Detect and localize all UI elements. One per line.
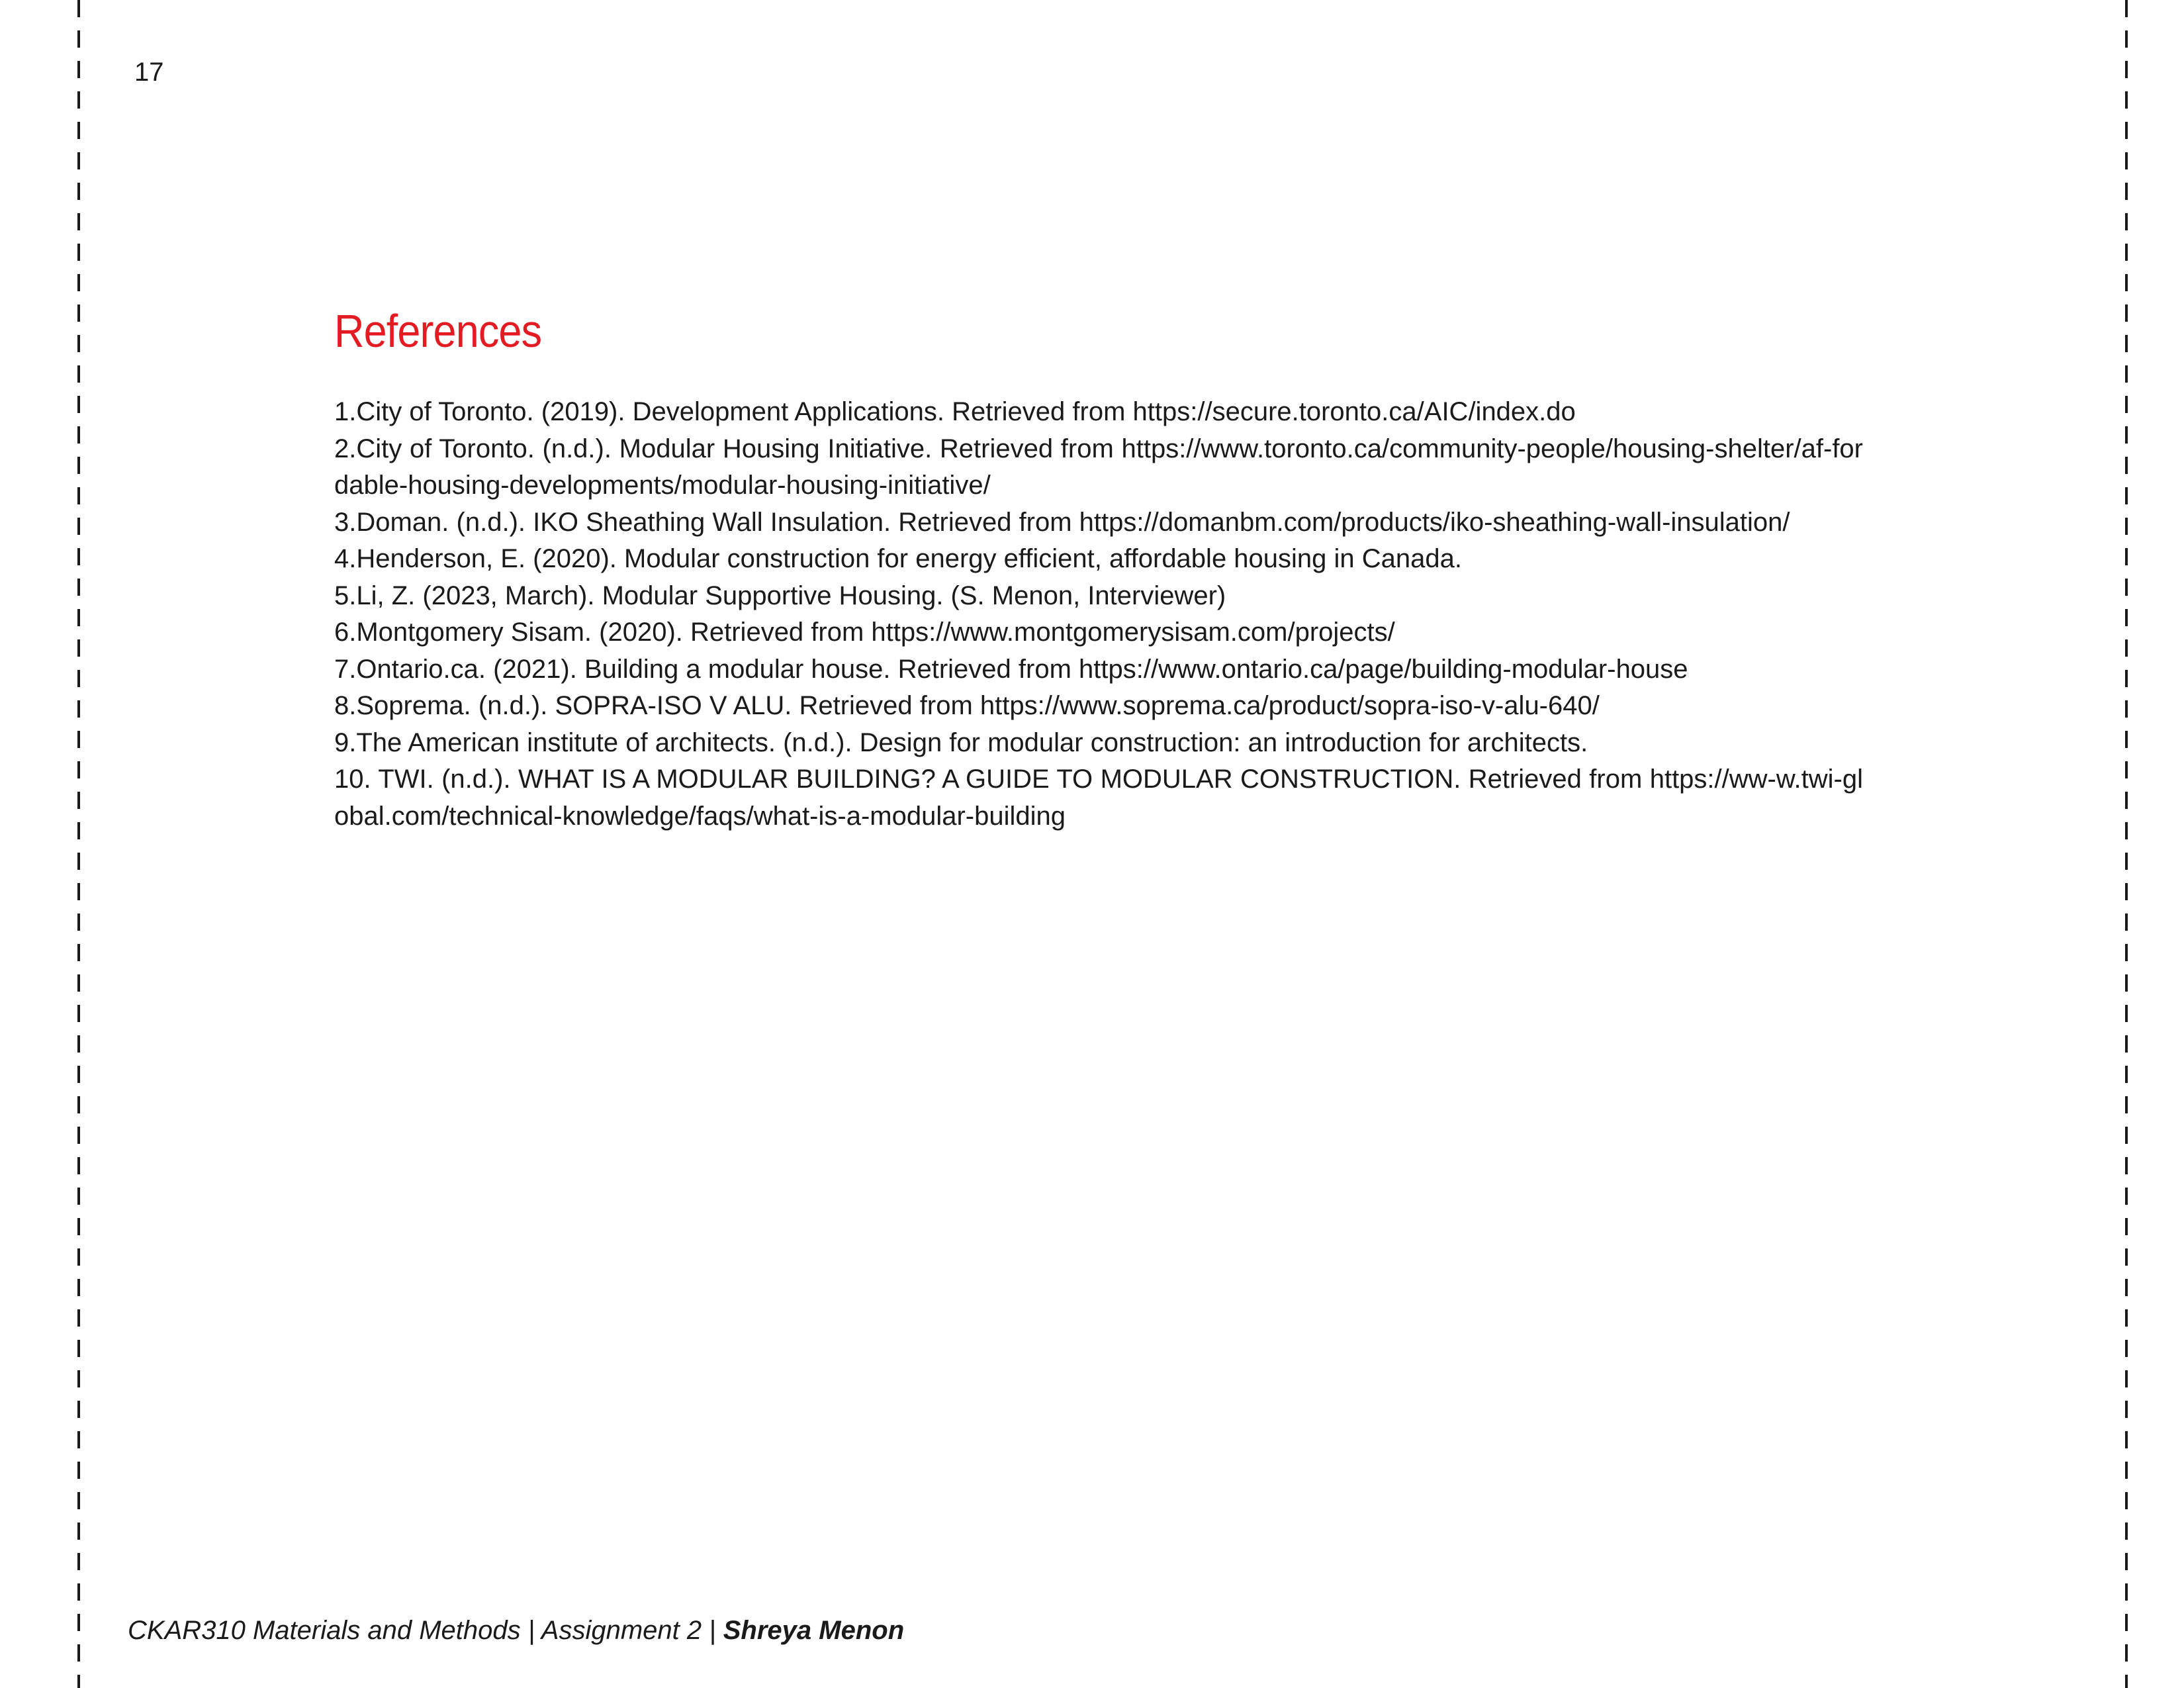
page-footer [128, 1614, 904, 1647]
references-section [334, 301, 1863, 835]
reference-text: Montgomery Sisam. (2020). Retrieved from https://www.montgomerysisam.com/projects/ [356, 618, 1395, 647]
reference-text: Li, Z. (2023, March). Modular Supportive Housing. (S. Menon, Interviewer) [356, 581, 1226, 610]
reference-item [334, 431, 1863, 504]
right-dashed-border [2125, 0, 2128, 1688]
reference-item [334, 761, 1863, 835]
reference-item [334, 688, 1863, 725]
reference-item [334, 651, 1863, 688]
reference-item [334, 394, 1863, 431]
reference-number: 1. [334, 397, 357, 426]
reference-list [334, 394, 1863, 835]
reference-number: 9. [334, 727, 357, 757]
reference-number: 4. [334, 544, 357, 573]
reference-text: City of Toronto. (2019). Development Applications. Retrieved from https://secure.toronto.ca/AIC/index.do [356, 397, 1576, 426]
reference-item [334, 504, 1863, 541]
reference-item [334, 614, 1863, 651]
reference-text: Soprema. (n.d.). SOPRA-ISO V ALU. Retrieved from https://www.soprema.ca/product/sopra-iso-v-alu-640/ [356, 691, 1600, 720]
reference-number: 2. [334, 434, 357, 463]
page-number: 17 [134, 58, 164, 87]
reference-number: 8. [334, 691, 357, 720]
left-dashed-border [77, 0, 80, 1688]
reference-text: The American institute of architects. (n.d.). Design for modular construction: an introduction for architects. [356, 727, 1588, 757]
reference-text: Ontario.ca. (2021). Building a modular house. Retrieved from https://www.ontario.ca/page/building-modular-house [356, 654, 1688, 684]
reference-number: 5. [334, 581, 357, 610]
reference-text: City of Toronto. (n.d.). Modular Housing Initiative. Retrieved from https://www.toronto.ca/community-people/housing-shelter/af-fordable-housing-developments/modular-housing-initiative/ [334, 434, 1863, 500]
reference-number: 6. [334, 618, 357, 647]
reference-text: Doman. (n.d.). IKO Sheathing Wall Insulation. Retrieved from https://domanbm.com/products/iko-sheathing-wall-insulation/ [356, 507, 1790, 537]
reference-text: Henderson, E. (2020). Modular construction for energy efficient, affordable housing in Canada. [356, 544, 1463, 573]
reference-item [334, 541, 1863, 578]
reference-number: 10. [334, 765, 379, 794]
footer-course: CKAR310 Materials and Methods | Assignment 2 | [128, 1616, 723, 1645]
reference-item [334, 578, 1863, 615]
reference-text: TWI. (n.d.). WHAT IS A MODULAR BUILDING? A GUIDE TO MODULAR CONSTRUCTION. Retrieved from https://ww-w.twi-global.com/technical-knowledge/faqs/what-is-a-modular-building [334, 765, 1863, 831]
reference-number: 3. [334, 507, 357, 537]
reference-item [334, 725, 1863, 762]
references-heading: References [334, 305, 542, 357]
reference-number: 7. [334, 654, 357, 684]
footer-author: Shreya Menon [723, 1616, 905, 1645]
